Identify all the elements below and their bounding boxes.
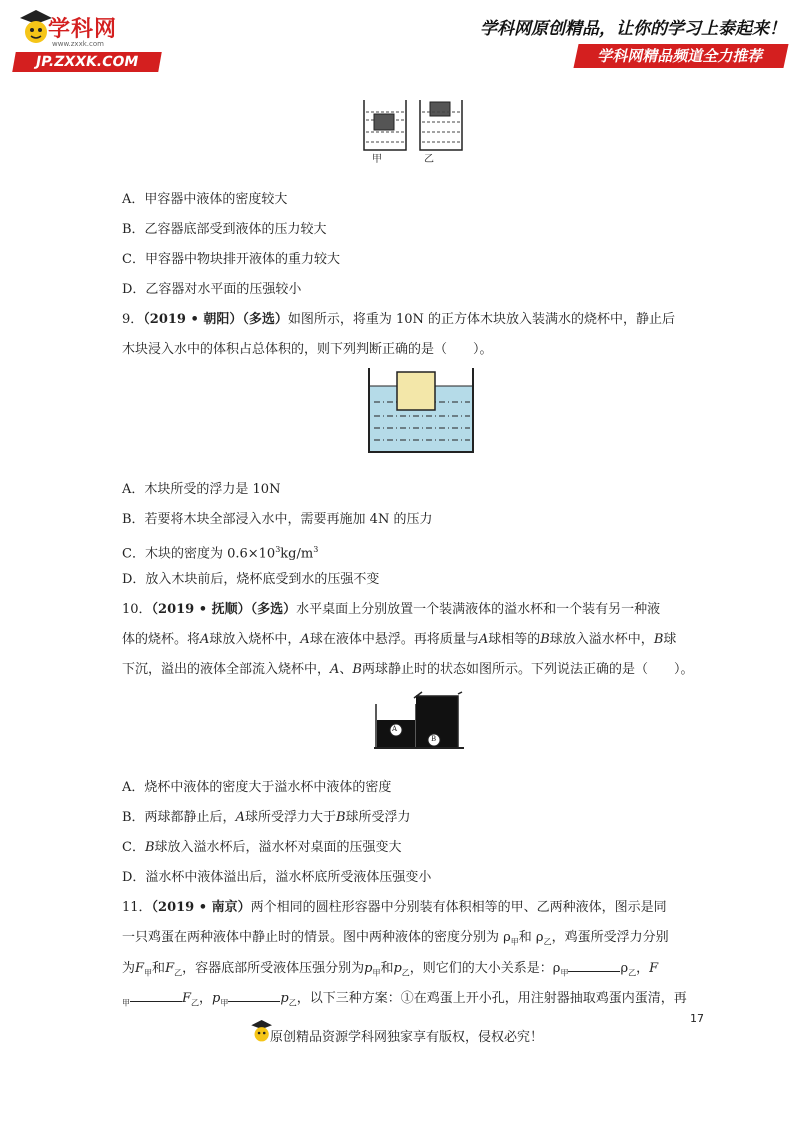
figure-ball-b-label: B: [431, 735, 437, 743]
q10-option-a: A．烧杯中液体的密度大于溢水杯中液体的密度: [122, 780, 392, 795]
q10-option-b: B．两球都静止后，A球所受浮力大于B球所受浮力: [122, 810, 411, 825]
q8-option-d: D．乙容器对水平面的压强较小: [122, 282, 302, 297]
q8-option-a: A．甲容器中液体的密度较大: [122, 192, 288, 207]
page-number: 17: [690, 1012, 704, 1025]
figure-ball-a-label: A: [392, 725, 398, 733]
q10-number: 10．: [122, 602, 152, 617]
figure-label-yi: 乙: [424, 154, 434, 165]
slogan: 学科网原创精品，让你的学习上泰起来！: [480, 19, 786, 39]
q10-stem-line1: 10．（2019 • 抚顺）（多选）水平桌面上分别放置一个装满液体的溢水杯和一个装有另一种液: [122, 602, 661, 617]
q9-tag: （2019 • 朝阳）（多选）: [143, 312, 288, 327]
answer-blank-3[interactable]: [228, 989, 280, 1002]
figure-label-jia: 甲: [372, 154, 382, 165]
q11-number: 11．: [122, 900, 152, 915]
footer-copyright: 原创精品资源学科网独家享有版权，侵权必究！: [270, 1030, 544, 1045]
q11-stem-line4: $_甲$ $F_乙$，$p_甲$ $p_乙$，以下三种方案：①在鸡蛋上开小孔，用注射器抽取鸡蛋内蛋清，再: [122, 991, 687, 1008]
q8-option-b: B．乙容器底部受到液体的压力较大: [122, 222, 327, 237]
q11-stem-line3: 为$F_甲$和$F_乙$，容器底部所受液体压强分别为$p_甲$和$p_乙$，则它们的大小关系是：$\rho_甲$ $\rho_乙$，F: [122, 961, 659, 978]
q9-option-b: B．若要将木块全部浸入水中，需要再施加 4N 的压力: [122, 512, 433, 527]
footer-mascot-icon: [250, 1018, 272, 1048]
q11-stem-line2: 一只鸡蛋在两种液体中静止时的情景。图中两种液体的密度分别为 $\rho_甲$和 $\rho_乙$，鸡蛋所受浮力分别: [122, 930, 669, 947]
logo-url[interactable]: JP.ZXXK.COM: [12, 52, 162, 72]
q11-tag: （2019 • 南京）: [151, 900, 251, 915]
figure-wood-block-beaker: [366, 366, 476, 456]
figure-beaker-overflow-cup: [374, 690, 464, 752]
slogan-banner: 学科网精品频道全力推荐: [573, 44, 788, 68]
q10-tag: （2019 • 抚顺）（多选）: [151, 602, 297, 617]
q9-stem-line1: 9．（2019 • 朝阳）（多选）如图所示，将重为 10N 的正方体木块放入装满水的烧杯中，静止后: [122, 312, 676, 327]
logo-domain: www.zxxk.com: [52, 40, 104, 48]
q9-stem-line2: 木块浸入水中的体积占总体积的，则下列判断正确的是（ ）。: [122, 342, 493, 357]
logo-name: 学科网: [48, 17, 118, 42]
q10-option-d: D．溢水杯中液体溢出后，溢水杯底所受液体压强变小: [122, 870, 432, 885]
q10-option-c: C．B球放入溢水杯后，溢水杯对桌面的压强变大: [122, 840, 402, 855]
q9-option-a: A．木块所受的浮力是 10N: [122, 482, 281, 497]
mascot-icon: [18, 8, 52, 52]
q9-number: 9．: [122, 312, 144, 327]
q8-option-c: C．甲容器中物块排开液体的重力较大: [122, 252, 340, 267]
q11-stem-line1: 11．（2019 • 南京）两个相同的圆柱形容器中分别装有体积相等的甲、乙两种液体，图示是同: [122, 900, 667, 915]
q10-stem-line2: 体的烧杯。将A球放入烧杯中，A球在液体中悬浮。再将质量与A球相等的B球放入溢水杯中，B球: [122, 632, 677, 647]
q9-option-d: D．放入木块前后，烧杯底受到水的压强不变: [122, 572, 380, 587]
answer-blank-1[interactable]: [568, 959, 620, 972]
answer-blank-2[interactable]: [130, 989, 182, 1002]
q9-option-c: C．木块的密度为 $0.6\times 10^3kg/m^3$: [122, 545, 319, 562]
q10-stem-line3: 下沉，溢出的液体全部流入烧杯中，A、B两球静止时的状态如图所示。下列说法正确的是（ ）。: [122, 662, 694, 677]
